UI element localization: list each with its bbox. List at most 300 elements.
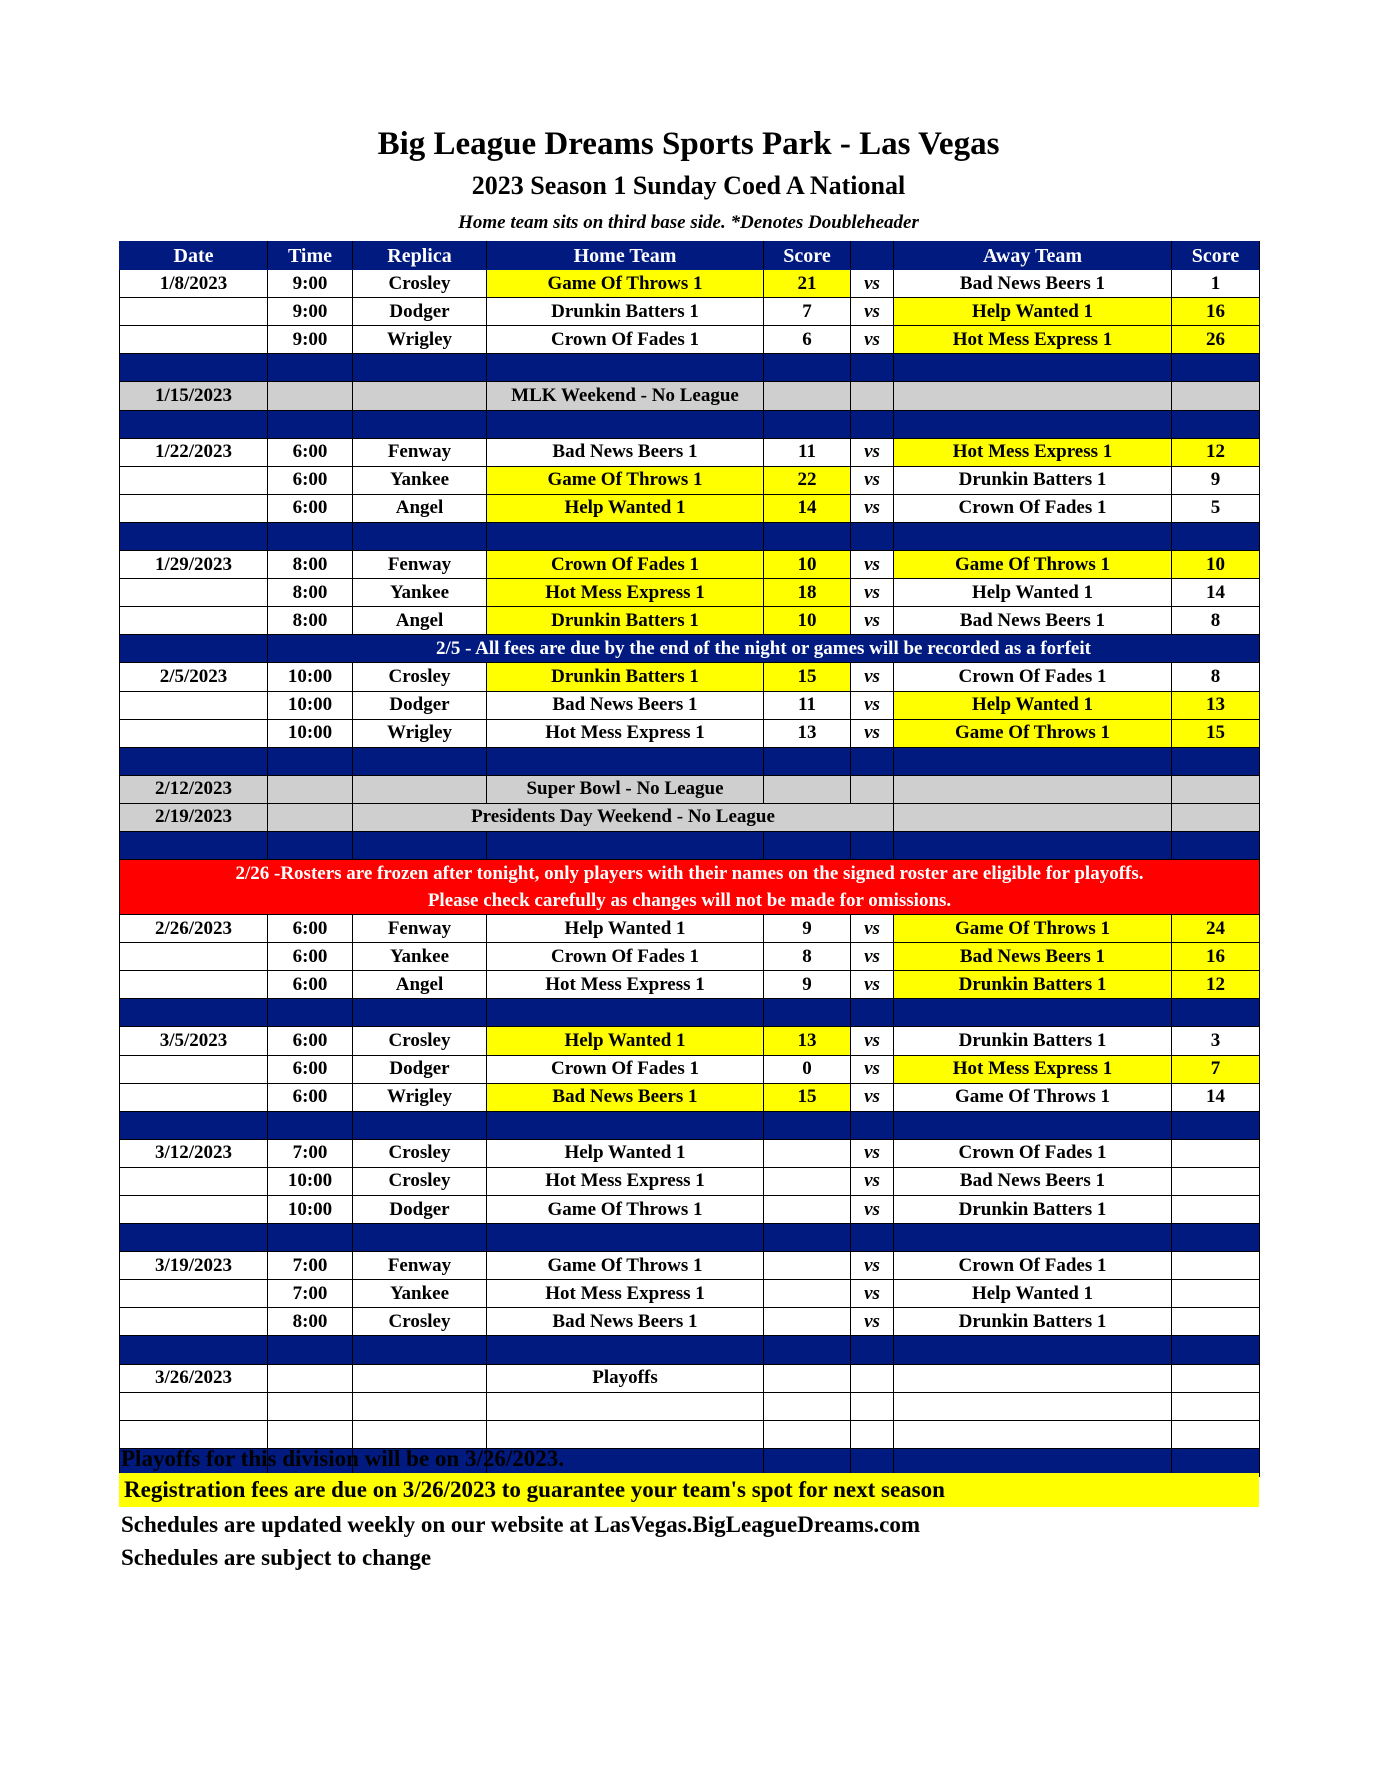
footer-registration-note: Registration fees are due on 3/26/2023 to guarantee your team's spot for next season <box>119 1473 1259 1507</box>
empty-cell <box>487 1111 764 1139</box>
empty-cell <box>120 831 268 859</box>
empty-cell <box>268 747 353 775</box>
away-score-cell: 24 <box>1172 915 1260 943</box>
empty-cell <box>851 382 894 410</box>
away-team-cell: Hot Mess Express 1 <box>894 438 1172 466</box>
game-row <box>120 607 1260 635</box>
home-team-cell: Hot Mess Express 1 <box>487 1167 764 1195</box>
empty-cell <box>1172 775 1260 803</box>
empty-cell <box>851 1364 894 1392</box>
empty-cell <box>764 1392 851 1420</box>
away-team-cell: Crown Of Fades 1 <box>894 1252 1172 1280</box>
date-cell <box>120 719 268 747</box>
time-cell: 6:00 <box>268 438 353 466</box>
empty-cell <box>1172 354 1260 382</box>
replica-field-cell: Wrigley <box>353 326 487 354</box>
vs-label: vs <box>851 1055 894 1083</box>
empty-cell <box>851 1111 894 1139</box>
empty-cell <box>894 522 1172 550</box>
game-row <box>120 466 1260 494</box>
replica-field-cell: Angel <box>353 607 487 635</box>
date-cell <box>120 1167 268 1195</box>
away-team-cell: Bad News Beers 1 <box>894 943 1172 971</box>
replica-field-cell: Fenway <box>353 551 487 579</box>
empty-cell <box>894 1364 1172 1392</box>
empty-cell <box>1172 1224 1260 1252</box>
away-team-cell: Game Of Throws 1 <box>894 1083 1172 1111</box>
away-score-cell <box>1172 1308 1260 1336</box>
home-score-cell: 6 <box>764 326 851 354</box>
time-cell: 7:00 <box>268 1139 353 1167</box>
time-cell: 6:00 <box>268 466 353 494</box>
home-team-cell: Bad News Beers 1 <box>487 1083 764 1111</box>
empty-cell <box>268 1392 353 1420</box>
empty-cell <box>1172 999 1260 1027</box>
empty-cell <box>268 775 353 803</box>
empty-cell <box>353 522 487 550</box>
header-home-team: Home Team <box>487 242 764 270</box>
empty-cell <box>120 1111 268 1139</box>
home-team-cell: Game Of Throws 1 <box>487 466 764 494</box>
home-score-cell: 0 <box>764 1055 851 1083</box>
vs-label: vs <box>851 663 894 691</box>
replica-field-cell: Dodger <box>353 298 487 326</box>
no-league-row <box>120 803 1260 831</box>
game-row <box>120 691 1260 719</box>
replica-field-cell: Crosley <box>353 270 487 298</box>
vs-label: vs <box>851 326 894 354</box>
empty-cell <box>120 522 268 550</box>
time-cell: 9:00 <box>268 326 353 354</box>
time-cell: 8:00 <box>268 1308 353 1336</box>
time-cell: 8:00 <box>268 607 353 635</box>
replica-field-cell: Yankee <box>353 466 487 494</box>
away-score-cell: 7 <box>1172 1055 1260 1083</box>
home-score-cell: 15 <box>764 663 851 691</box>
away-score-cell <box>1172 1280 1260 1308</box>
header-time: Time <box>268 242 353 270</box>
vs-label: vs <box>851 1167 894 1195</box>
game-row <box>120 326 1260 354</box>
vs-label: vs <box>851 915 894 943</box>
game-row <box>120 270 1260 298</box>
separator-row <box>120 831 1260 859</box>
page-title: Big League Dreams Sports Park - Las Vegas <box>377 126 1000 162</box>
away-score-cell: 12 <box>1172 438 1260 466</box>
home-team-cell: Drunkin Batters 1 <box>487 663 764 691</box>
home-score-cell: 7 <box>764 298 851 326</box>
away-score-cell <box>1172 1139 1260 1167</box>
empty-cell <box>1172 1420 1260 1448</box>
fees-notice-row <box>120 635 1260 663</box>
time-cell: 9:00 <box>268 270 353 298</box>
home-score-cell: 22 <box>764 466 851 494</box>
home-team-cell: Help Wanted 1 <box>487 915 764 943</box>
no-league-label: Presidents Day Weekend - No League <box>353 803 894 831</box>
empty-cell <box>487 1420 764 1448</box>
vs-label: vs <box>851 1027 894 1055</box>
empty-cell <box>764 999 851 1027</box>
empty-cell <box>1172 803 1260 831</box>
away-team-cell: Crown Of Fades 1 <box>894 663 1172 691</box>
empty-cell <box>268 999 353 1027</box>
replica-field-cell: Angel <box>353 494 487 522</box>
time-cell: 10:00 <box>268 663 353 691</box>
away-team-cell: Help Wanted 1 <box>894 1280 1172 1308</box>
away-score-cell: 13 <box>1172 691 1260 719</box>
home-score-cell: 9 <box>764 971 851 999</box>
replica-field-cell: Crosley <box>353 663 487 691</box>
away-team-cell: Drunkin Batters 1 <box>894 1027 1172 1055</box>
replica-field-cell: Fenway <box>353 1252 487 1280</box>
home-score-cell: 21 <box>764 270 851 298</box>
date-cell <box>120 326 268 354</box>
separator-row <box>120 522 1260 550</box>
empty-cell <box>353 1224 487 1252</box>
replica-field-cell: Dodger <box>353 1196 487 1224</box>
home-score-cell: 18 <box>764 579 851 607</box>
vs-label: vs <box>851 607 894 635</box>
home-score-cell: 13 <box>764 1027 851 1055</box>
date-cell <box>120 943 268 971</box>
empty-cell <box>894 803 1172 831</box>
empty-cell <box>268 1224 353 1252</box>
game-row <box>120 1308 1260 1336</box>
vs-label: vs <box>851 1139 894 1167</box>
replica-field-cell: Yankee <box>353 943 487 971</box>
away-score-cell: 3 <box>1172 1027 1260 1055</box>
time-cell: 8:00 <box>268 579 353 607</box>
game-row <box>120 551 1260 579</box>
empty-cell <box>851 1392 894 1420</box>
time-cell: 6:00 <box>268 494 353 522</box>
empty-cell <box>268 382 353 410</box>
game-row <box>120 719 1260 747</box>
home-team-cell: Hot Mess Express 1 <box>487 719 764 747</box>
date-cell <box>120 1308 268 1336</box>
away-score-cell: 14 <box>1172 1083 1260 1111</box>
away-team-cell: Crown Of Fades 1 <box>894 494 1172 522</box>
no-league-row <box>120 382 1260 410</box>
away-score-cell: 8 <box>1172 663 1260 691</box>
replica-field-cell: Fenway <box>353 915 487 943</box>
empty-cell <box>120 747 268 775</box>
empty-cell <box>487 747 764 775</box>
empty-cell <box>764 410 851 438</box>
separator-row <box>120 1224 1260 1252</box>
time-cell: 6:00 <box>268 943 353 971</box>
no-league-label: MLK Weekend - No League <box>487 382 764 410</box>
header-vs <box>851 242 894 270</box>
replica-field-cell: Fenway <box>353 438 487 466</box>
replica-field-cell: Yankee <box>353 1280 487 1308</box>
empty-cell <box>268 803 353 831</box>
home-score-cell: 13 <box>764 719 851 747</box>
away-team-cell: Help Wanted 1 <box>894 298 1172 326</box>
date-cell: 3/26/2023 <box>120 1364 268 1392</box>
empty-cell <box>268 1111 353 1139</box>
empty-cell <box>851 410 894 438</box>
empty-cell <box>268 1420 353 1448</box>
empty-cell <box>764 1224 851 1252</box>
empty-cell <box>120 1224 268 1252</box>
replica-field-cell: Yankee <box>353 579 487 607</box>
empty-cell <box>353 1336 487 1364</box>
empty-cell <box>894 1420 1172 1448</box>
away-team-cell: Drunkin Batters 1 <box>894 1308 1172 1336</box>
away-score-cell <box>1172 1252 1260 1280</box>
game-row <box>120 663 1260 691</box>
date-cell <box>120 1083 268 1111</box>
empty-cell <box>120 1392 268 1420</box>
away-team-cell: Drunkin Batters 1 <box>894 466 1172 494</box>
date-cell <box>120 691 268 719</box>
away-team-cell: Bad News Beers 1 <box>894 1167 1172 1195</box>
empty-cell <box>1172 382 1260 410</box>
home-team-cell: Hot Mess Express 1 <box>487 579 764 607</box>
date-cell: 1/15/2023 <box>120 382 268 410</box>
home-team-cell: Bad News Beers 1 <box>487 438 764 466</box>
home-team-cell: Crown Of Fades 1 <box>487 1055 764 1083</box>
game-row <box>120 1280 1260 1308</box>
vs-label: vs <box>851 270 894 298</box>
separator-row <box>120 1111 1260 1139</box>
date-cell <box>120 607 268 635</box>
empty-cell <box>268 1364 353 1392</box>
empty-cell <box>764 747 851 775</box>
empty-cell <box>353 354 487 382</box>
away-score-cell: 16 <box>1172 298 1260 326</box>
empty-cell <box>353 1111 487 1139</box>
time-cell: 6:00 <box>268 1055 353 1083</box>
header-away-team: Away Team <box>894 242 1172 270</box>
home-team-cell: Drunkin Batters 1 <box>487 607 764 635</box>
time-cell: 6:00 <box>268 1083 353 1111</box>
empty-cell <box>894 1111 1172 1139</box>
date-cell: 1/22/2023 <box>120 438 268 466</box>
vs-label: vs <box>851 1308 894 1336</box>
home-score-cell <box>764 1196 851 1224</box>
vs-label: vs <box>851 943 894 971</box>
replica-field-cell: Crosley <box>353 1139 487 1167</box>
game-row <box>120 1055 1260 1083</box>
time-cell: 7:00 <box>268 1252 353 1280</box>
empty-cell <box>764 1420 851 1448</box>
date-cell <box>120 579 268 607</box>
empty-cell <box>764 522 851 550</box>
empty-cell <box>764 775 851 803</box>
date-cell: 3/12/2023 <box>120 1139 268 1167</box>
home-score-cell: 11 <box>764 438 851 466</box>
time-cell: 10:00 <box>268 1196 353 1224</box>
away-score-cell <box>1172 1196 1260 1224</box>
empty-cell <box>1172 747 1260 775</box>
blank-row <box>120 1420 1260 1448</box>
home-team-cell: Bad News Beers 1 <box>487 691 764 719</box>
empty-cell <box>487 1224 764 1252</box>
home-score-cell <box>764 1139 851 1167</box>
vs-label: vs <box>851 1252 894 1280</box>
home-score-cell: 14 <box>764 494 851 522</box>
empty-cell <box>487 354 764 382</box>
empty-cell <box>1172 1111 1260 1139</box>
roster-alert-line: Please check carefully as changes will not be made for omissions. <box>427 890 952 912</box>
replica-field-cell: Wrigley <box>353 1083 487 1111</box>
date-cell <box>120 494 268 522</box>
home-score-cell: 11 <box>764 691 851 719</box>
time-cell: 6:00 <box>268 915 353 943</box>
empty-cell <box>487 522 764 550</box>
separator-row <box>120 1336 1260 1364</box>
date-cell: 2/19/2023 <box>120 803 268 831</box>
empty-cell <box>764 831 851 859</box>
empty-cell <box>353 1420 487 1448</box>
separator-row <box>120 354 1260 382</box>
empty-cell <box>353 410 487 438</box>
empty-cell <box>353 831 487 859</box>
game-row <box>120 1139 1260 1167</box>
game-row <box>120 943 1260 971</box>
away-team-cell: Crown Of Fades 1 <box>894 1139 1172 1167</box>
game-row <box>120 1083 1260 1111</box>
date-cell <box>120 1196 268 1224</box>
roster-alert-row <box>120 860 1260 915</box>
empty-cell <box>894 775 1172 803</box>
empty-cell <box>1172 522 1260 550</box>
footer-change-note: Schedules are subject to change <box>121 1545 432 1570</box>
home-team-cell: Drunkin Batters 1 <box>487 298 764 326</box>
empty-cell <box>268 1336 353 1364</box>
home-team-cell: Hot Mess Express 1 <box>487 1280 764 1308</box>
home-team-cell: Hot Mess Express 1 <box>487 971 764 999</box>
time-cell: 9:00 <box>268 298 353 326</box>
away-team-cell: Hot Mess Express 1 <box>894 1055 1172 1083</box>
date-cell: 2/5/2023 <box>120 663 268 691</box>
game-row <box>120 298 1260 326</box>
empty-cell <box>851 1224 894 1252</box>
empty-cell <box>353 1364 487 1392</box>
home-team-cell: Crown Of Fades 1 <box>487 326 764 354</box>
empty-cell <box>120 354 268 382</box>
vs-label: vs <box>851 971 894 999</box>
away-score-cell: 8 <box>1172 607 1260 635</box>
date-cell <box>120 298 268 326</box>
replica-field-cell: Angel <box>353 971 487 999</box>
empty-cell <box>851 775 894 803</box>
away-score-cell: 12 <box>1172 971 1260 999</box>
empty-cell <box>851 747 894 775</box>
empty-cell <box>487 999 764 1027</box>
date-cell: 1/29/2023 <box>120 551 268 579</box>
replica-field-cell: Dodger <box>353 1055 487 1083</box>
empty-cell <box>764 1364 851 1392</box>
vs-label: vs <box>851 691 894 719</box>
away-score-cell: 26 <box>1172 326 1260 354</box>
empty-cell <box>1172 410 1260 438</box>
playoffs-row <box>120 1364 1260 1392</box>
home-score-cell: 8 <box>764 943 851 971</box>
away-team-cell: Game Of Throws 1 <box>894 551 1172 579</box>
game-row <box>120 1196 1260 1224</box>
home-team-cell: Help Wanted 1 <box>487 1027 764 1055</box>
time-cell: 6:00 <box>268 1027 353 1055</box>
away-team-cell: Help Wanted 1 <box>894 579 1172 607</box>
date-cell: 1/8/2023 <box>120 270 268 298</box>
header-date: Date <box>120 242 268 270</box>
date-cell <box>120 466 268 494</box>
away-score-cell <box>1172 1167 1260 1195</box>
empty-cell <box>1172 1392 1260 1420</box>
vs-label: vs <box>851 719 894 747</box>
vs-label: vs <box>851 298 894 326</box>
replica-field-cell: Crosley <box>353 1308 487 1336</box>
no-league-label: Super Bowl - No League <box>487 775 764 803</box>
game-row <box>120 1027 1260 1055</box>
no-league-row <box>120 775 1260 803</box>
empty-cell <box>894 747 1172 775</box>
empty-cell <box>894 1224 1172 1252</box>
empty-cell <box>764 354 851 382</box>
empty-cell <box>268 831 353 859</box>
away-team-cell: Drunkin Batters 1 <box>894 1196 1172 1224</box>
empty-cell <box>894 1336 1172 1364</box>
away-score-cell: 1 <box>1172 270 1260 298</box>
empty-cell <box>894 354 1172 382</box>
game-row <box>120 438 1260 466</box>
separator-row <box>120 999 1260 1027</box>
home-team-cell: Game Of Throws 1 <box>487 270 764 298</box>
empty-cell <box>851 522 894 550</box>
away-score-cell: 9 <box>1172 466 1260 494</box>
date-cell: 2/12/2023 <box>120 775 268 803</box>
game-row <box>120 915 1260 943</box>
home-score-cell <box>764 1280 851 1308</box>
empty-cell <box>268 354 353 382</box>
empty-cell <box>851 354 894 382</box>
empty-cell <box>268 522 353 550</box>
empty-cell <box>894 999 1172 1027</box>
time-cell: 6:00 <box>268 971 353 999</box>
away-score-cell: 15 <box>1172 719 1260 747</box>
home-team-cell: Game Of Throws 1 <box>487 1196 764 1224</box>
separator-row <box>120 747 1260 775</box>
home-score-cell: 15 <box>764 1083 851 1111</box>
empty-cell <box>120 999 268 1027</box>
empty-cell <box>353 382 487 410</box>
page-subtitle: 2023 Season 1 Sunday Coed A National <box>471 171 906 200</box>
replica-field-cell: Dodger <box>353 691 487 719</box>
away-score-cell: 10 <box>1172 551 1260 579</box>
home-team-cell: Help Wanted 1 <box>487 1139 764 1167</box>
game-row <box>120 971 1260 999</box>
empty-cell <box>120 410 268 438</box>
empty-cell <box>487 410 764 438</box>
game-row <box>120 579 1260 607</box>
empty-cell <box>1172 1364 1260 1392</box>
date-cell: 3/19/2023 <box>120 1252 268 1280</box>
empty-cell <box>764 1336 851 1364</box>
empty-cell <box>487 1336 764 1364</box>
empty-cell <box>120 635 268 663</box>
away-team-cell: Help Wanted 1 <box>894 691 1172 719</box>
away-team-cell: Game Of Throws 1 <box>894 719 1172 747</box>
game-row <box>120 1167 1260 1195</box>
empty-cell <box>268 410 353 438</box>
replica-field-cell: Wrigley <box>353 719 487 747</box>
empty-cell <box>120 1420 268 1448</box>
away-score-cell: 14 <box>1172 579 1260 607</box>
vs-label: vs <box>851 551 894 579</box>
